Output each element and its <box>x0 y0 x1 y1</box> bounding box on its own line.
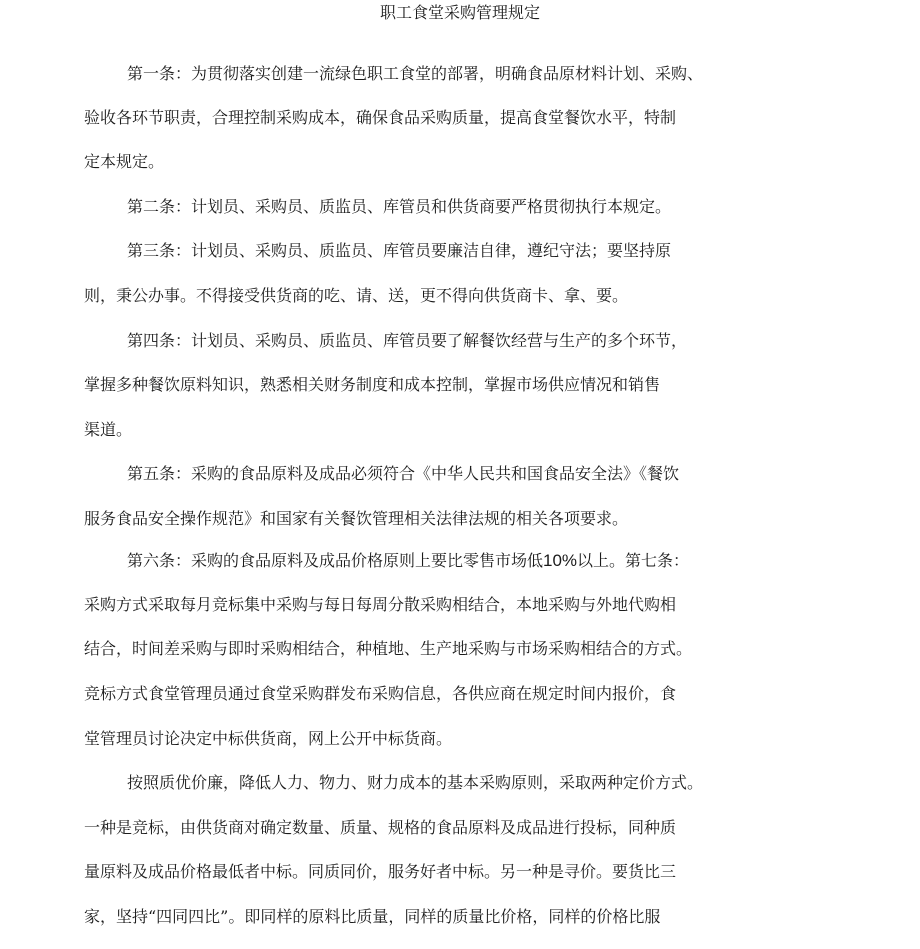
pricing-line-3: 量原料及成品价格最低者中标。同质同价，服务好者中标。另一种是寻价。要货比三 <box>84 862 677 881</box>
article-7-line-3: 竞标方式食堂管理员通过食堂采购群发布采购信息，各供应商在规定时间内报价，食 <box>84 684 677 703</box>
pricing-line-2: 一种是竞标，由供货商对确定数量、质量、规格的食品原料及成品进行投标，同种质 <box>84 818 677 837</box>
article-6-text-b: 以上。第七条： <box>577 551 690 570</box>
article-6-percentage: 10% <box>543 551 578 570</box>
document-title: 职工食堂采购管理规定 <box>379 3 540 22</box>
article-7-line-1: 采购方式采取每月竞标集中采购与每日每周分散采购相结合，本地采购与外地代购相 <box>84 595 677 614</box>
article-4-line-3: 渠道。 <box>84 420 133 439</box>
article-3-line-1: 第三条：计划员、采购员、质监员、库管员要廉洁自律，遵纪守法；要坚持原 <box>127 241 672 260</box>
article-6-line-1 <box>127 550 689 572</box>
article-1-line-3: 定本规定。 <box>84 152 165 171</box>
pricing-line-4: 家，坚持“四同四比”。即同样的原料比质量，同样的质量比价格，同样的价格比服 <box>84 907 661 926</box>
article-7-line-2: 结合，时间差采购与即时采购相结合，种植地、生产地采购与市场采购相结合的方式。 <box>84 639 693 658</box>
pricing-line-1: 按照质优价廉，降低人力、物力、财力成本的基本采购原则，采取两种定价方式。 <box>127 773 704 792</box>
article-6-text-a: 第六条：采购的食品原料及成品价格原则上要比零售市场低 <box>127 551 544 570</box>
article-2-line-1: 第二条：计划员、采购员、质监员、库管员和供货商要严格贯彻执行本规定。 <box>127 197 672 216</box>
article-1-line-2: 验收各环节职责，合理控制采购成本，确保食品采购质量，提高食堂餐饮水平，特制 <box>84 108 677 127</box>
article-7-line-4: 堂管理员讨论决定中标供货商，网上公开中标货商。 <box>84 729 453 748</box>
article-5-line-1: 第五条：采购的食品原料及成品必须符合《中华人民共和国食品安全法》《餐饮 <box>127 464 680 483</box>
article-5-line-2: 服务食品安全操作规范》和国家有关餐饮管理相关法律法规的相关各项要求。 <box>84 509 629 528</box>
article-4-line-1: 第四条：计划员、采购员、质监员、库管员要了解餐饮经营与生产的多个环节， <box>127 331 688 350</box>
article-4-line-2: 掌握多种餐饮原料知识，熟悉相关财务制度和成本控制，掌握市场供应情况和销售 <box>84 375 661 394</box>
article-1-line-1: 第一条：为贯彻落实创建一流绿色职工食堂的部署，明确食品原材料计划、采购、 <box>127 64 704 83</box>
article-3-line-2: 则，秉公办事。不得接受供货商的吃、请、送，更不得向供货商卡、拿、要。 <box>84 286 629 305</box>
